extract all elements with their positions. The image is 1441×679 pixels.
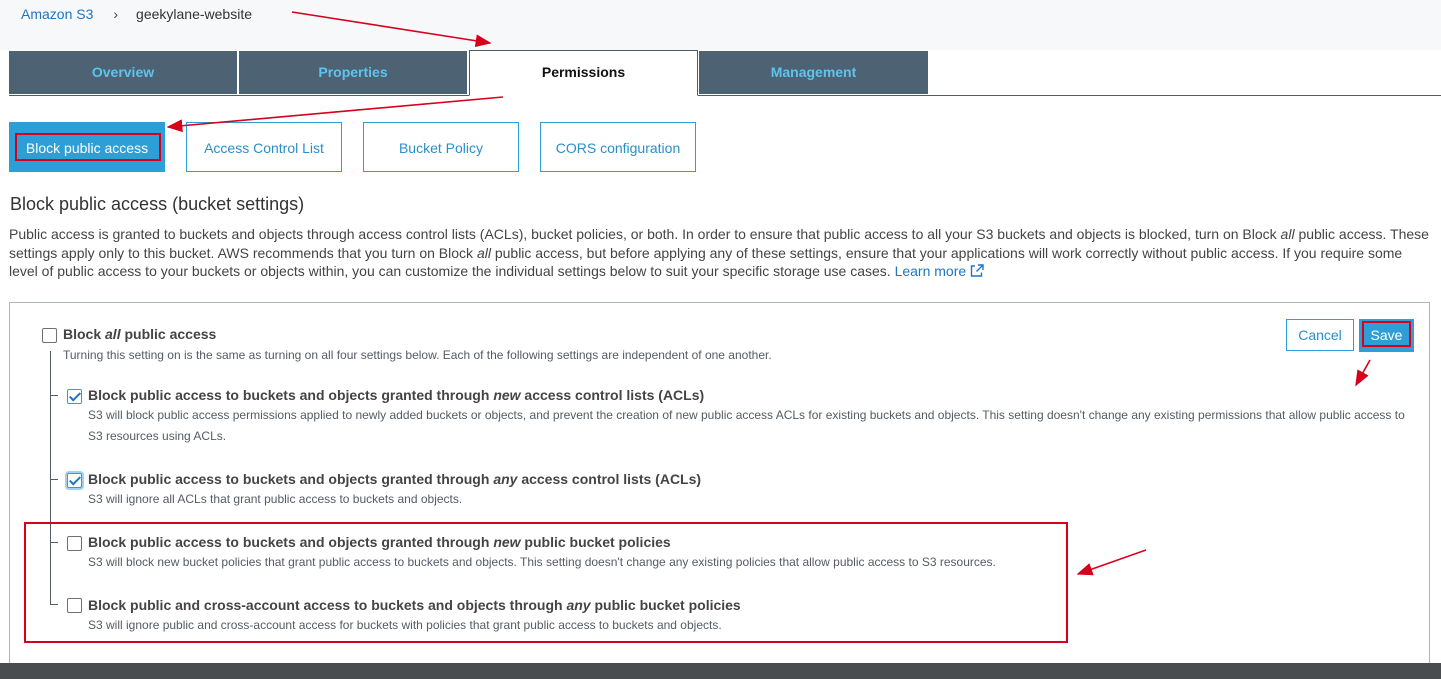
learn-more-label: Learn more <box>894 263 967 280</box>
option-any-policies-checkbox[interactable] <box>67 598 82 613</box>
breadcrumb <box>21 5 252 23</box>
main-tabs <box>9 51 1441 95</box>
option-new-policies-description: S3 will block new bucket policies that grant public access to buckets and objects. This setting doesn't change any existing policies that allow public access to S3 resources. <box>88 555 996 569</box>
desc-text: public access. These settings apply only to this bucket. AWS recommends that you turn on Block <box>9 226 1429 261</box>
option-any-policies-title: Block public and cross-account access to buckets and objects through any public bucket policies <box>88 597 741 613</box>
block-all-title: Block all public access <box>63 326 217 342</box>
tree-branch <box>50 395 58 396</box>
breadcrumb-current: geekylane-website <box>136 6 253 22</box>
subtab-bucket-policy[interactable]: Bucket Policy <box>363 122 519 172</box>
subtab-cors-configuration[interactable]: CORS configuration <box>540 122 696 172</box>
tab-permissions[interactable]: Permissions <box>469 50 698 96</box>
option-any-policies-description: S3 will ignore public and cross-account access for buckets with policies that grant public access to buckets and objects. <box>88 618 722 632</box>
subtab-block-public-access[interactable]: Block public access <box>9 122 165 172</box>
block-public-access-panel <box>9 302 1430 679</box>
desc-emphasis: all <box>1280 226 1295 242</box>
chevron-right-icon: › <box>113 6 119 22</box>
block-all-checkbox[interactable] <box>42 328 57 343</box>
desc-emphasis: all <box>476 244 491 261</box>
tree-branch <box>50 604 58 605</box>
footer-bar <box>0 663 1441 679</box>
option-new-policies-checkbox[interactable] <box>67 536 82 551</box>
option-new-acls-description: S3 will block public access permissions applied to newly added buckets or objects, and prevent the creation of new public access ACLs for existing buckets and objects. This setting doesn't change any existing permissions that allow public access to S3 resources using ACLs. <box>88 408 1405 443</box>
external-link-icon <box>970 264 984 277</box>
tree-line <box>50 351 51 604</box>
breadcrumb-root-link[interactable]: Amazon S3 <box>21 6 94 22</box>
option-new-policies-title: Block public access to buckets and objects granted through new public bucket policies <box>88 534 671 550</box>
block-all-description: Turning this setting on is the same as turning on all four settings below. Each of the following settings are independent of one another. <box>63 348 772 362</box>
tab-management[interactable]: Management <box>699 51 928 94</box>
subtab-access-control-list[interactable]: Access Control List <box>186 122 342 172</box>
tabs-divider <box>9 95 1441 96</box>
tab-properties[interactable]: Properties <box>239 51 467 94</box>
desc-text: Public access is granted to buckets and objects through access control lists (ACLs), bucket policies, or both. In order to ensure that public access to all your S3 buckets and objects is blocked, turn on Block <box>9 226 1281 242</box>
section-title: Block public access (bucket settings) <box>10 194 305 214</box>
tab-overview[interactable]: Overview <box>9 51 237 94</box>
cancel-button[interactable]: Cancel <box>1286 319 1354 351</box>
section-description <box>9 225 1434 281</box>
option-any-acls-description: S3 will ignore all ACLs that grant public access to buckets and objects. <box>88 492 463 506</box>
desc-text: public access, but before applying any of these settings, ensure that your applications will work correctly without public access. If you require some level of public access to your buckets or objects within, you can customize the individual settings below to suit your specific storage use cases. <box>9 244 1403 280</box>
option-any-acls-checkbox[interactable] <box>67 473 82 488</box>
tree-branch <box>50 542 58 543</box>
save-button[interactable]: Save <box>1359 319 1414 352</box>
learn-more-link[interactable] <box>895 263 984 279</box>
tree-branch <box>50 479 58 480</box>
option-new-acls-checkbox[interactable] <box>67 389 82 404</box>
option-new-acls-title: Block public access to buckets and objects granted through new access control lists (ACLs) <box>88 387 705 403</box>
option-any-acls-title: Block public access to buckets and objects granted through any access control lists (ACLs) <box>88 471 702 487</box>
